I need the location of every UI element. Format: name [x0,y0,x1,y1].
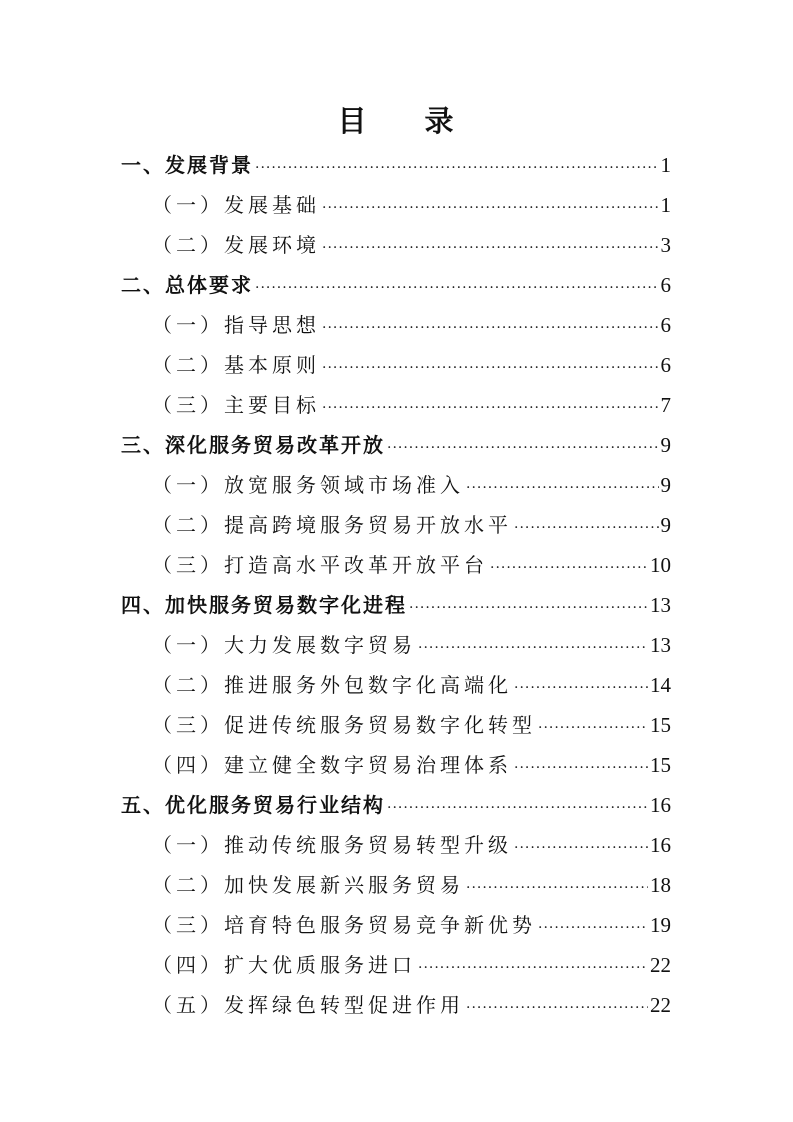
toc-page-number: 16 [650,833,671,857]
dot-leader [409,588,648,628]
toc-page-number: 14 [650,673,671,697]
toc-entry-label: （一）推动传统服务贸易转型升级 [152,833,512,857]
dot-leader [466,468,659,508]
toc-section-entry[interactable] [152,905,671,945]
dot-leader [538,908,648,948]
toc-entry-label: （二）推进服务外包数字化高端化 [152,673,512,697]
dot-leader [322,228,659,268]
toc-section-entry[interactable] [152,705,671,745]
dot-leader [538,708,648,748]
dot-leader [322,188,659,228]
toc-section-entry[interactable] [152,505,671,545]
toc-page-number: 18 [650,873,671,897]
dot-leader [255,148,659,188]
dot-leader [514,828,648,868]
toc-section-entry[interactable] [152,985,671,1025]
toc-entry-label: （二）发展环境 [152,233,320,257]
toc-entry-label: （一）发展基础 [152,193,320,217]
dot-leader [387,788,648,828]
toc-entry-label: 一、发展背景 [121,153,253,177]
toc-section-entry[interactable] [152,545,671,585]
toc-section-entry[interactable] [152,345,671,385]
toc-page-number: 15 [650,713,671,737]
toc-entry-label: （三）主要目标 [152,393,320,417]
toc-page-number: 22 [650,993,671,1017]
toc-entry-label: （三）促进传统服务贸易数字化转型 [152,713,536,737]
dot-leader [418,948,648,988]
toc-chapter-entry[interactable] [121,265,671,305]
toc-entry-label: （五）发挥绿色转型促进作用 [152,993,464,1017]
toc-chapter-entry[interactable] [121,425,671,465]
toc-entry-label: （一）指导思想 [152,313,320,337]
toc-page-number: 1 [660,193,671,217]
dot-leader [514,508,659,548]
toc-entry-label: 二、总体要求 [121,273,253,297]
toc-page-number: 3 [660,233,671,257]
toc-entry-label: （三）打造高水平改革开放平台 [152,553,488,577]
dot-leader [490,548,648,588]
toc-page-number: 7 [660,393,671,417]
toc-page-number: 9 [660,513,671,537]
dot-leader [514,748,648,788]
toc-section-entry[interactable] [152,825,671,865]
toc-page-number: 1 [660,153,671,177]
dot-leader [418,628,648,668]
toc-page-number: 15 [650,753,671,777]
dot-leader [514,668,648,708]
dot-leader [466,988,648,1028]
page-title: 目 录 [337,104,478,138]
toc-page-number: 22 [650,953,671,977]
dot-leader [255,268,659,308]
toc-page-number: 10 [650,553,671,577]
dot-leader [387,428,659,468]
toc-page-number: 9 [660,473,671,497]
toc-page-number: 16 [650,793,671,817]
dot-leader [322,348,659,388]
toc-entry-label: 三、深化服务贸易改革开放 [121,433,385,457]
toc-page-number: 6 [660,353,671,377]
toc-chapter-entry[interactable] [121,145,671,185]
toc-entry-label: （四）建立健全数字贸易治理体系 [152,753,512,777]
toc-section-entry[interactable] [152,865,671,905]
toc-page-number: 9 [660,433,671,457]
toc-section-entry[interactable] [152,665,671,705]
dot-leader [322,308,659,348]
toc-section-entry[interactable] [152,305,671,345]
toc-page-number: 6 [660,273,671,297]
toc-section-entry[interactable] [152,385,671,425]
toc-entry-label: （三）培育特色服务贸易竞争新优势 [152,913,536,937]
toc-page-number: 19 [650,913,671,937]
toc-chapter-entry[interactable] [121,785,671,825]
toc-page-number: 13 [650,633,671,657]
toc-entry-label: （二）基本原则 [152,353,320,377]
toc-page-number: 13 [650,593,671,617]
toc-entry-label: 四、加快服务贸易数字化进程 [121,593,407,617]
toc-entry-label: （一）放宽服务领域市场准入 [152,473,464,497]
toc-section-entry[interactable] [152,745,671,785]
toc-section-entry[interactable] [152,225,671,265]
toc-section-entry[interactable] [152,465,671,505]
toc-entry-label: （四）扩大优质服务进口 [152,953,416,977]
toc-section-entry[interactable] [152,945,671,985]
toc-chapter-entry[interactable] [121,585,671,625]
toc-entry-label: 五、优化服务贸易行业结构 [121,793,385,817]
dot-leader [466,868,648,908]
toc-entry-label: （一）大力发展数字贸易 [152,633,416,657]
toc-entry-label: （二）加快发展新兴服务贸易 [152,873,464,897]
toc-section-entry[interactable] [152,185,671,225]
toc-page-number: 6 [660,313,671,337]
toc-section-entry[interactable] [152,625,671,665]
dot-leader [322,388,659,428]
toc-entry-label: （二）提高跨境服务贸易开放水平 [152,513,512,537]
